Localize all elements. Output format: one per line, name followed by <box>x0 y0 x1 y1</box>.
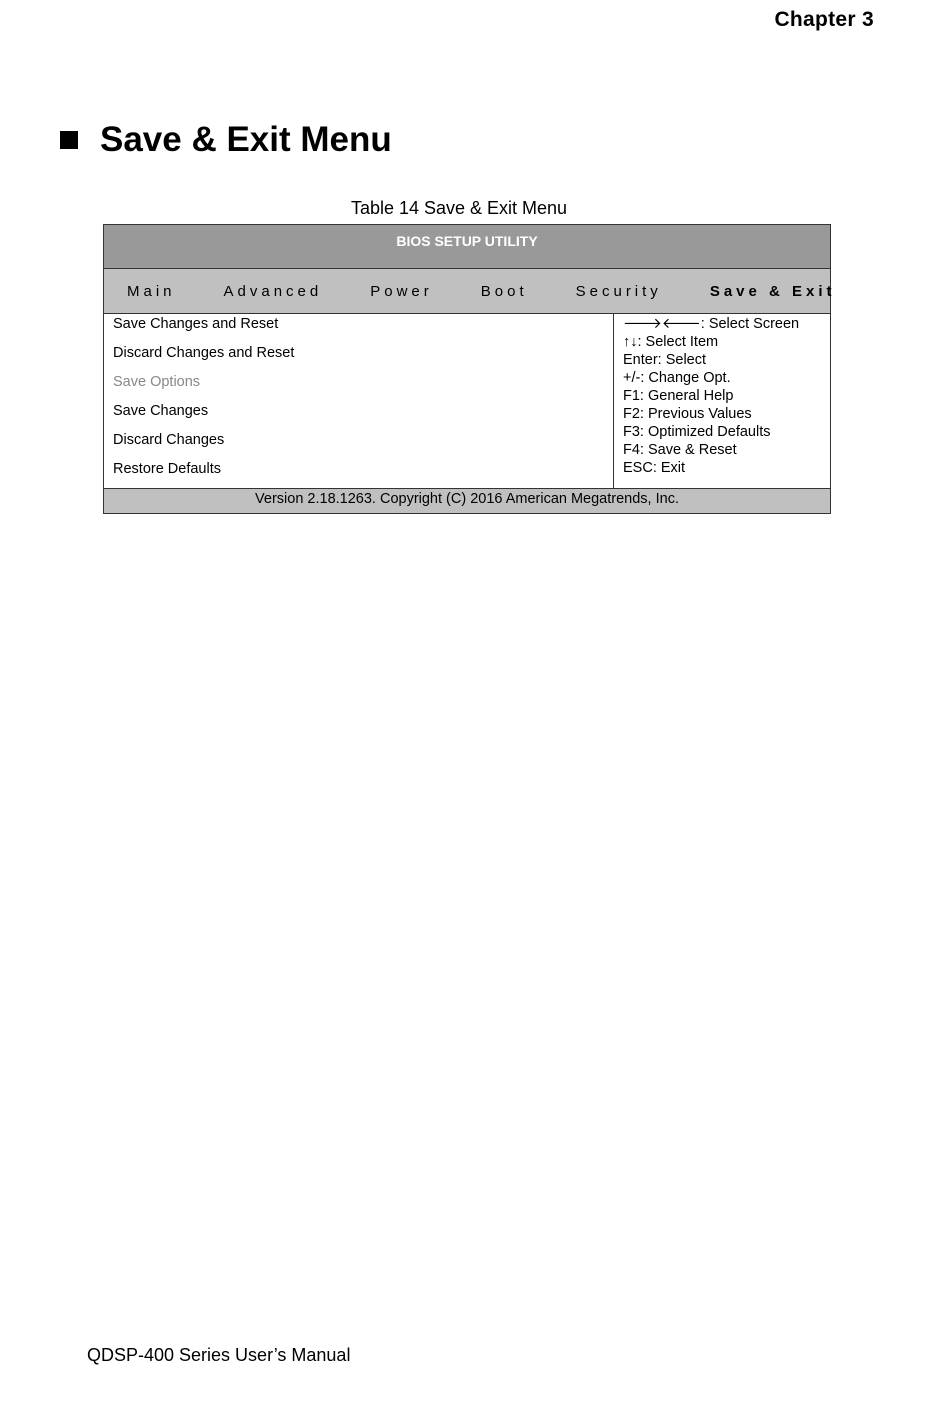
help-enter-select: Enter: Select <box>623 352 707 368</box>
menu-item-restore-defaults[interactable]: Restore Defaults <box>113 461 221 477</box>
menu-item-discard-changes-and-reset[interactable]: Discard Changes and Reset <box>113 345 295 361</box>
menu-item-save-changes[interactable]: Save Changes <box>113 403 209 419</box>
help-optimized-defaults: F3: Optimized Defaults <box>623 424 771 440</box>
bios-body <box>104 314 830 489</box>
table-caption: Table 14 Save & Exit Menu <box>350 198 568 218</box>
bios-setup-screen <box>103 224 836 514</box>
section-heading <box>60 120 392 160</box>
tab-security[interactable]: Security <box>575 282 662 300</box>
help-select-item: ↑↓: Select Item <box>623 334 719 350</box>
tab-main[interactable]: Main <box>127 282 176 300</box>
help-change-opt: +/-: Change Opt. <box>623 370 731 386</box>
bios-menubar <box>104 269 836 314</box>
bios-help-panel <box>614 314 830 488</box>
menu-item-save-changes-and-reset[interactable]: Save Changes and Reset <box>113 316 279 332</box>
menu-item-discard-changes[interactable]: Discard Changes <box>113 432 225 448</box>
section-title: Save & Exit Menu <box>100 120 392 159</box>
tab-save-exit[interactable]: Save & Exit <box>709 282 836 300</box>
square-bullet-icon <box>60 131 78 149</box>
help-save-reset: F4: Save & Reset <box>623 442 737 458</box>
help-esc-exit: ESC: Exit <box>623 460 686 476</box>
tab-advanced[interactable]: Advanced <box>223 282 323 300</box>
bios-header-title: BIOS SETUP UTILITY <box>104 225 830 269</box>
chapter-label: Chapter 3 <box>774 8 874 31</box>
tab-boot[interactable]: Boot <box>480 282 528 300</box>
help-general-help: F1: General Help <box>623 388 734 404</box>
bios-version-footer: Version 2.18.1263. Copyright (C) 2016 American Megatrends, Inc. <box>104 489 830 513</box>
menu-section-save-options: Save Options <box>113 374 201 390</box>
help-select-screen: 🡒🡐: Select Screen <box>623 316 800 332</box>
tab-power[interactable]: Power <box>370 282 433 300</box>
help-previous-values: F2: Previous Values <box>623 406 752 422</box>
bios-menu-list <box>104 314 614 488</box>
manual-footer: QDSP-400 Series User’s Manual <box>87 1345 351 1365</box>
